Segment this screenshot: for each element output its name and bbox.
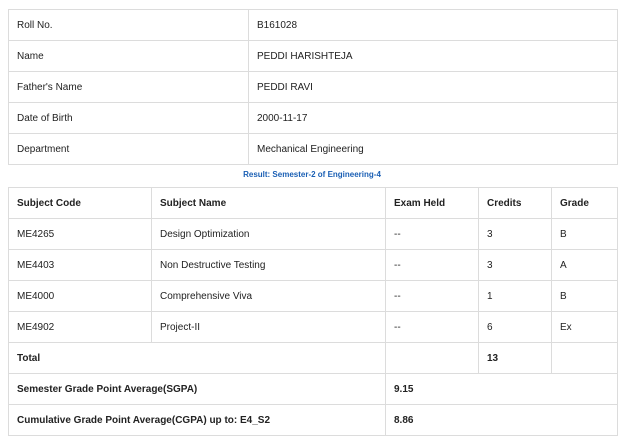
total-row [9, 343, 618, 374]
info-value: Mechanical Engineering [249, 134, 618, 165]
grade: B [552, 219, 618, 250]
info-label: Name [9, 41, 249, 72]
info-label: Father's Name [9, 72, 249, 103]
cgpa-label: Cumulative Grade Point Average(CGPA) up to: E4_S2 [9, 405, 386, 436]
info-row-department [9, 134, 618, 165]
table-header-row [9, 188, 618, 219]
grade: A [552, 250, 618, 281]
header-credits: Credits [479, 188, 552, 219]
student-info-table [8, 9, 618, 165]
cgpa-value: 8.86 [386, 405, 618, 436]
total-credits: 13 [479, 343, 552, 374]
header-grade: Grade [552, 188, 618, 219]
table-row [9, 312, 618, 343]
subject-code: ME4403 [9, 250, 152, 281]
result-table [8, 187, 618, 436]
info-value: 2000-11-17 [249, 103, 618, 134]
exam-held: -- [386, 281, 479, 312]
total-label: Total [9, 343, 386, 374]
subject-code: ME4902 [9, 312, 152, 343]
sgpa-label: Semester Grade Point Average(SGPA) [9, 374, 386, 405]
info-value: PEDDI RAVI [249, 72, 618, 103]
exam-held: -- [386, 219, 479, 250]
credits: 3 [479, 250, 552, 281]
exam-held: -- [386, 250, 479, 281]
sgpa-value: 9.15 [386, 374, 618, 405]
info-value: B161028 [249, 10, 618, 41]
grade: B [552, 281, 618, 312]
credits: 3 [479, 219, 552, 250]
table-row [9, 219, 618, 250]
subject-name: Comprehensive Viva [152, 281, 386, 312]
info-row-father-name [9, 72, 618, 103]
result-title: Result: Semester-2 of Engineering-4 [243, 170, 381, 179]
credits: 1 [479, 281, 552, 312]
subject-name: Project-II [152, 312, 386, 343]
info-row-roll-no [9, 10, 618, 41]
info-label: Department [9, 134, 249, 165]
sgpa-row [9, 374, 618, 405]
total-grade-empty-cell [552, 343, 618, 374]
exam-held: -- [386, 312, 479, 343]
subject-name: Non Destructive Testing [152, 250, 386, 281]
credits: 6 [479, 312, 552, 343]
table-row [9, 250, 618, 281]
info-label: Date of Birth [9, 103, 249, 134]
grade: Ex [552, 312, 618, 343]
info-row-name [9, 41, 618, 72]
header-subject-code: Subject Code [9, 188, 152, 219]
info-label: Roll No. [9, 10, 249, 41]
info-value: PEDDI HARISHTEJA [249, 41, 618, 72]
table-row [9, 281, 618, 312]
subject-code: ME4000 [9, 281, 152, 312]
header-exam-held: Exam Held [386, 188, 479, 219]
total-empty-cell [386, 343, 479, 374]
header-subject-name: Subject Name [152, 188, 386, 219]
subject-code: ME4265 [9, 219, 152, 250]
cgpa-row [9, 405, 618, 436]
info-row-date-of-birth [9, 103, 618, 134]
subject-name: Design Optimization [152, 219, 386, 250]
